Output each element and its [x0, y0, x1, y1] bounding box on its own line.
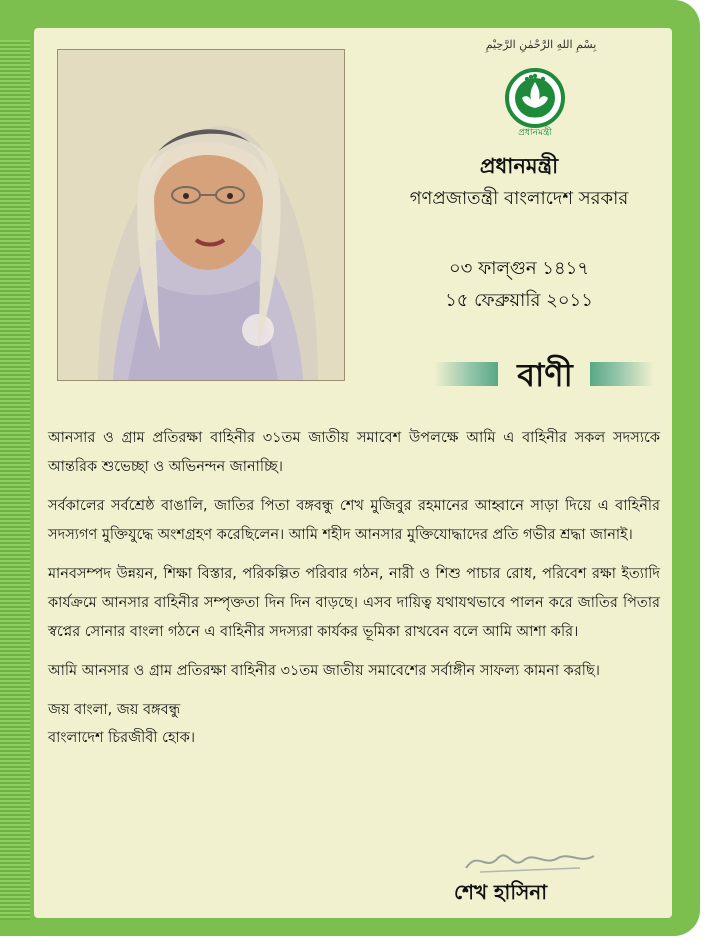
emblem-caption: প্রধানমন্ত্রী	[518, 128, 552, 138]
message-body	[48, 424, 660, 752]
portrait-illustration	[58, 50, 344, 380]
label-bar-right	[590, 362, 654, 386]
emblem-icon	[498, 64, 572, 138]
date-gregorian: ১৫ ফেব্রুয়ারি ২০১১	[445, 290, 593, 311]
handwritten-signature	[460, 846, 600, 878]
label-bar-left	[434, 362, 498, 386]
paragraph: মানবসম্পদ উন্নয়ন, শিক্ষা বিস্তার, পরিকল্পিত পরিবার গঠন, নারী ও শিশু পাচার রোধ, পরিবেশ রক্ষা ইত্যাদি কার্যক্রমে আনসার বাহিনীর সম্পৃক্ততা দিন দিন বাড়ছে। এসব দায়িত্ব যথাযথভাবে পালন করে জাতির পিতার স্বপ্নের সোনার বাংলা গঠনে এ বাহিনীর সদস্যরা কার্যকর ভূমিকা রাখবেন বলে আমি আশা করি।	[48, 566, 660, 640]
message-label	[434, 350, 654, 396]
bismillah-calligraphy: بِسْمِ اللهِ الرَّحْمٰنِ الرَّحِيْمِ	[485, 38, 597, 51]
paragraph: সর্বকালের সর্বশ্রেষ্ঠ বাঙালি, জাতির পিতা বঙ্গবন্ধু শেখ মুজিবুর রহমানের আহ্বানে সাড়া দিয়ে এ বাহিনীর সদস্যগণ মুক্তিযুদ্ধে অংশগ্রহণ করেছিলেন। আমি শহীদ আনসার মুক্তিযোদ্ধাদের প্রতি গভীর শ্রদ্ধা জানাই।	[48, 498, 660, 543]
closing-line: বাংলাদেশ চিরজীবী হোক।	[48, 730, 196, 746]
closing-line: জয় বাংলা, জয় বঙ্গবন্ধু	[48, 702, 181, 718]
message-card	[34, 28, 672, 918]
date-bangla: ০৩ ফাল্গুন ১৪১৭	[448, 258, 590, 279]
paragraph: আমি আনসার ও গ্রাম প্রতিরক্ষা বাহিনীর ৩১তম জাতীয় সমাবেশের সর্বাঙ্গীন সাফল্য কামনা করছি।	[48, 663, 600, 679]
government-emblem	[498, 64, 572, 138]
page-title: প্রধানমন্ত্রী	[479, 154, 559, 178]
left-stripe	[0, 40, 30, 920]
message-label-text: বাণী	[517, 356, 573, 394]
signer-name: শেখ হাসিনা	[454, 880, 548, 904]
page-subtitle: গণপ্রজাতন্ত্রী বাংলাদেশ সরকার	[409, 188, 629, 209]
closing	[48, 696, 660, 752]
paragraph: আনসার ও গ্রাম প্রতিরক্ষা বাহিনীর ৩১তম জাতীয় সমাবেশ উপলক্ষে আমি এ বাহিনীর সকল সদস্যকে আন্তরিক শুভেচ্ছা ও অভিনন্দন জানাচ্ছি।	[48, 430, 660, 475]
portrait-photo	[58, 50, 344, 380]
